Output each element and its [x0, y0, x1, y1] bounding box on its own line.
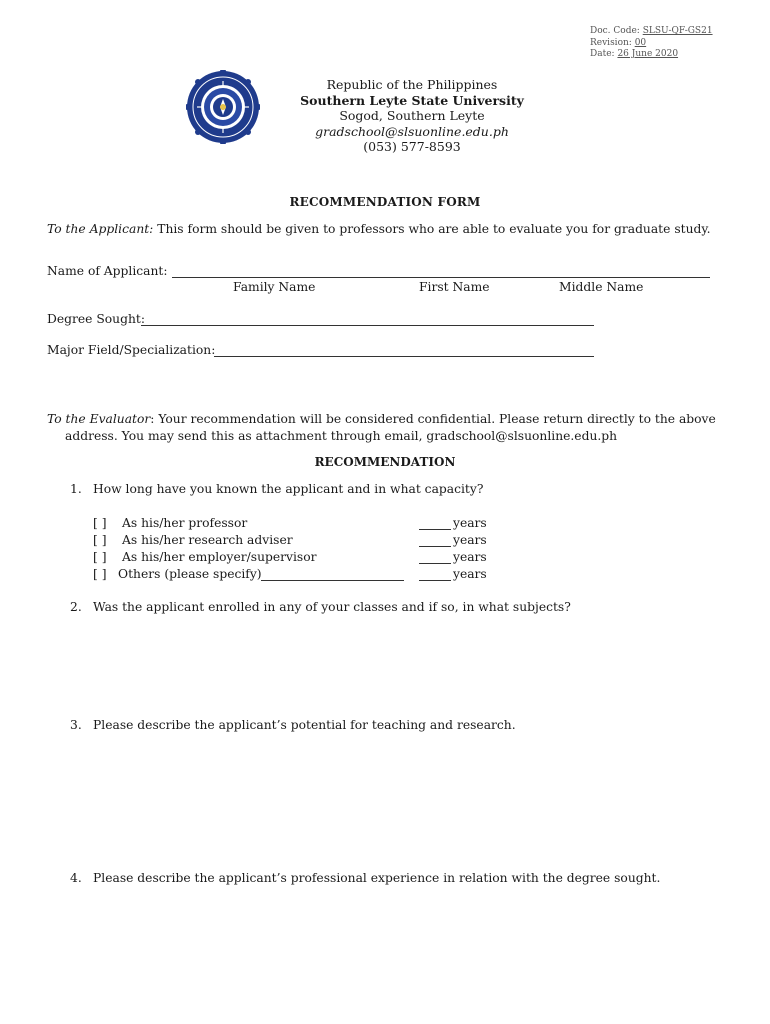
question-1-number: 1.: [70, 482, 82, 496]
years-field-professor[interactable]: [419, 529, 451, 530]
degree-sought-label: Degree Sought:: [47, 312, 145, 326]
question-4-number: 4.: [70, 871, 82, 885]
country-line: Republic of the Philippines: [326, 77, 498, 92]
evaluator-note-text: : Your recommendation will be considered confidential. Please return directly to the above: [150, 412, 716, 426]
form-title: RECOMMENDATION FORM: [289, 195, 481, 209]
question-2-text: Was the applicant enrolled in any of your classes and if so, in what subjects?: [93, 600, 571, 614]
revision-value: 00: [634, 37, 647, 48]
evaluator-note-continued: address. You may send this as attachment through email, gradschool@slsuonline.edu.ph: [65, 429, 618, 443]
applicant-note-label: To the Applicant:: [47, 222, 154, 236]
doc-code-label: Doc. Code:: [590, 26, 640, 36]
recommendation-section-title: RECOMMENDATION: [314, 455, 456, 469]
university-name: Southern Leyte State University: [300, 92, 524, 108]
revision-label: Revision:: [590, 37, 632, 48]
revision-line: [590, 38, 713, 50]
evaluator-note-label: To the Evaluator: [47, 412, 151, 426]
degree-sought-field[interactable]: [141, 325, 594, 326]
evaluator-note: [47, 411, 727, 428]
capacity-label-employer: As his/her employer/supervisor: [122, 550, 317, 564]
university-location: Sogod, Southern Leyte: [339, 108, 485, 123]
capacity-checkbox-professor[interactable]: [ ]: [93, 516, 107, 530]
applicant-note-text: This form should be given to professors who are able to evaluate you for graduate study.: [157, 222, 711, 236]
contact-phone: (053) 577-8593: [363, 139, 461, 154]
contact-email: gradschool@slsuonline.edu.ph: [315, 123, 509, 139]
question-2-answer-area[interactable]: [93, 622, 723, 712]
university-seal-logo: [186, 70, 260, 144]
capacity-checkbox-employer[interactable]: [ ]: [93, 550, 107, 564]
family-name-caption: Family Name: [233, 280, 316, 294]
years-field-employer[interactable]: [419, 563, 451, 564]
capacity-checkbox-research-adviser[interactable]: [ ]: [93, 533, 107, 547]
years-unit-professor: years: [453, 516, 487, 530]
date-label: Date:: [590, 49, 615, 59]
question-3-answer-area[interactable]: [93, 740, 723, 865]
years-field-others[interactable]: [419, 580, 451, 581]
others-specify-field[interactable]: [261, 580, 404, 581]
question-3-number: 3.: [70, 718, 82, 732]
date-line: [590, 49, 713, 61]
doc-code-value: SLSU-QF-GS21: [642, 26, 713, 36]
question-3-text: Please describe the applicant’s potential for teaching and research.: [93, 718, 516, 732]
name-of-applicant-field[interactable]: [172, 277, 710, 278]
middle-name-caption: Middle Name: [559, 280, 644, 294]
document-code-block: [590, 26, 713, 61]
date-value: 26 June 2020: [617, 49, 679, 59]
doc-code-line: [590, 26, 713, 38]
years-unit-research-adviser: years: [453, 533, 487, 547]
question-2-number: 2.: [70, 600, 82, 614]
name-of-applicant-label: Name of Applicant:: [47, 264, 168, 278]
question-4-text: Please describe the applicant’s professional experience in relation with the degree sought.: [93, 871, 661, 885]
first-name-caption: First Name: [419, 280, 490, 294]
years-field-research-adviser[interactable]: [419, 546, 451, 547]
capacity-label-others: Others (please specify): [118, 567, 262, 581]
question-1-text: How long have you known the applicant and in what capacity?: [93, 482, 484, 496]
letterhead: [262, 77, 562, 155]
capacity-label-professor: As his/her professor: [122, 516, 248, 530]
years-unit-others: years: [453, 567, 487, 581]
capacity-checkbox-others[interactable]: [ ]: [93, 567, 107, 581]
years-unit-employer: years: [453, 550, 487, 564]
capacity-label-research-adviser: As his/her research adviser: [122, 533, 293, 547]
question-4-answer-area[interactable]: [93, 893, 723, 1013]
major-field-label: Major Field/Specialization:: [47, 343, 216, 357]
applicant-note: [47, 221, 711, 238]
major-field-input[interactable]: [214, 356, 594, 357]
